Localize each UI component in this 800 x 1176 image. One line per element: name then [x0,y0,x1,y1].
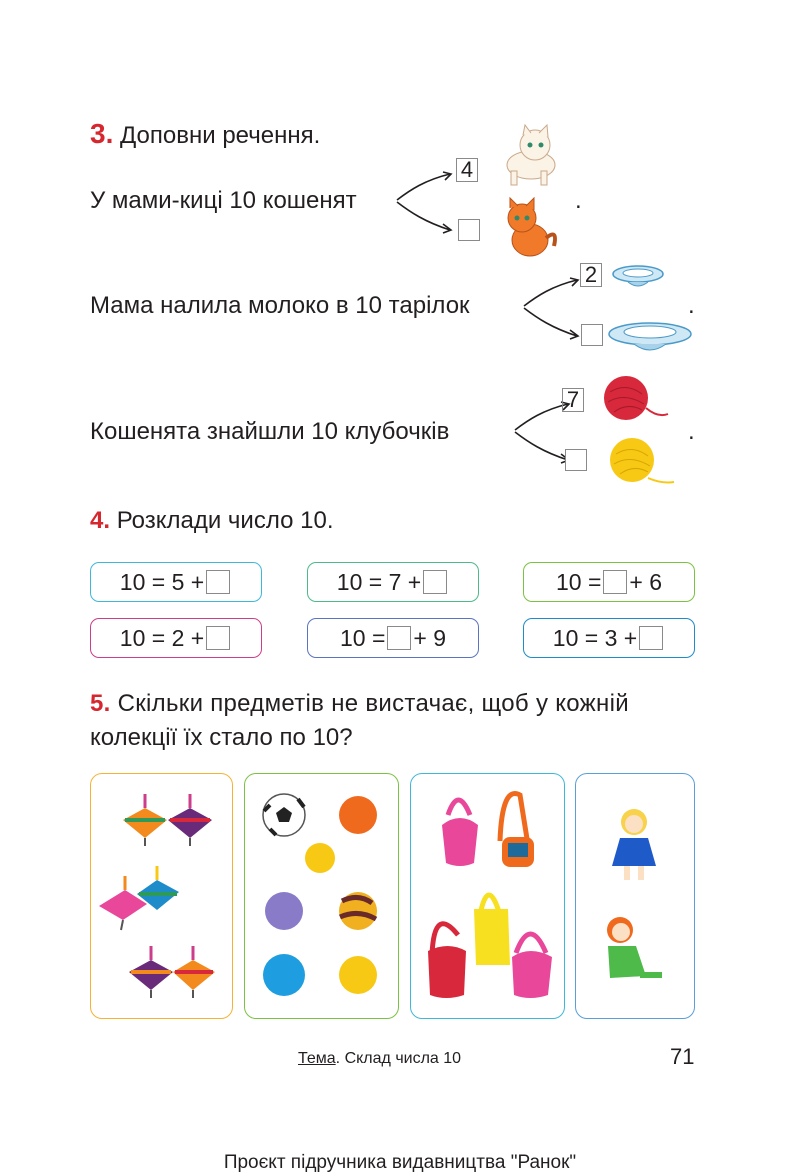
equation-answer-box[interactable] [603,570,627,594]
spinning-top-icon [173,946,215,998]
dolls-collection [596,800,676,1000]
equation-left: 10 = 5 + [119,569,205,595]
task3-title: Доповни речення. [120,122,321,149]
doll-blue-dress-icon [612,809,656,880]
red-yarn-ball-icon [602,374,672,424]
plates-answer-box[interactable] [581,324,603,346]
kittens-given-box: 4 [456,158,478,182]
topic-text: . Склад числа 10 [335,1050,462,1067]
kittens-period: . [575,187,582,214]
red-bag-icon [428,924,466,998]
equation-left: 10 = 3 + [552,625,638,651]
topic-label: Тема [298,1050,336,1067]
yellow-bag-icon [474,895,510,965]
equation-left: 10 = 2 + [119,625,205,651]
task3-heading [90,120,320,150]
page-number: 71 [670,1044,695,1069]
equation-answer-box[interactable] [423,570,447,594]
equation-answer-box[interactable] [639,626,663,650]
spinning-top-icon [99,876,147,930]
orange-blue-bag-icon [500,793,534,867]
small-plate-icon [612,264,667,292]
branch-arrows-kittens [395,170,455,240]
large-plate-icon [608,320,693,356]
task5-line2: колекції їх стало по 10? [90,724,353,751]
yarn-answer-box[interactable] [565,449,587,471]
doll-green-dress-icon [607,917,662,978]
kittens-answer-box[interactable] [458,219,480,241]
yarn-given-box: 7 [562,388,584,412]
yellow-yarn-ball-icon [608,436,678,486]
sentence-yarn: Кошенята знайшли 10 клубочків [90,418,450,445]
equation-answer-box[interactable] [387,626,411,650]
yellow-ball-icon [305,843,335,873]
equation-left: 10 = [555,569,602,595]
spinning-top-icon [123,794,167,846]
plates-period: . [688,292,695,319]
topic-line [298,1050,461,1068]
branch-arrows-plates [522,276,582,346]
task4-number: 4. [90,507,111,534]
sentence-plates: Мама налила молоко в 10 тарілок [90,292,470,319]
equation-answer-box[interactable] [206,570,230,594]
publisher-note: Проєкт підручника видавництва "Ранок" [223,1152,577,1173]
equation-right: + 6 [629,569,663,595]
task4-title: Розклади число 10. [116,507,334,534]
spinning-tops-collection [95,790,230,1010]
task5-number: 5. [90,690,111,717]
pink-bag-icon [512,934,552,998]
purple-ball-icon [265,892,303,930]
equation-answer-box[interactable] [206,626,230,650]
white-kitten-icon [493,125,563,190]
soccer-ball-icon [263,794,305,836]
striped-ball-icon [339,892,377,930]
equation-card [523,618,695,658]
equation-left: 10 = 7 + [336,569,422,595]
task3-number: 3. [90,118,114,149]
balls-collection [250,785,395,1015]
equation-card [523,562,695,602]
yarn-period: . [688,418,695,445]
spinning-top-icon [168,794,212,846]
orange-kitten-icon [498,198,558,263]
plates-given-box: 2 [580,263,602,287]
sentence-kittens: У мами-киці 10 кошенят [90,187,357,214]
bags-collection [418,785,563,1013]
task5-line1 [90,690,629,718]
task4-heading [90,507,333,535]
yellow-ball-icon [339,956,377,994]
equation-card [307,618,479,658]
pink-bag-icon [442,800,478,866]
blue-ball-icon [263,954,305,996]
spinning-top-icon [129,946,173,998]
equation-left: 10 = [339,625,386,651]
orange-ball-icon [339,796,377,834]
equation-card [90,562,262,602]
equation-card [90,618,262,658]
task5-line1-text: Скільки предметів не вистачає, щоб у кожній [117,690,629,717]
equation-card [307,562,479,602]
equation-right: + 9 [413,625,447,651]
